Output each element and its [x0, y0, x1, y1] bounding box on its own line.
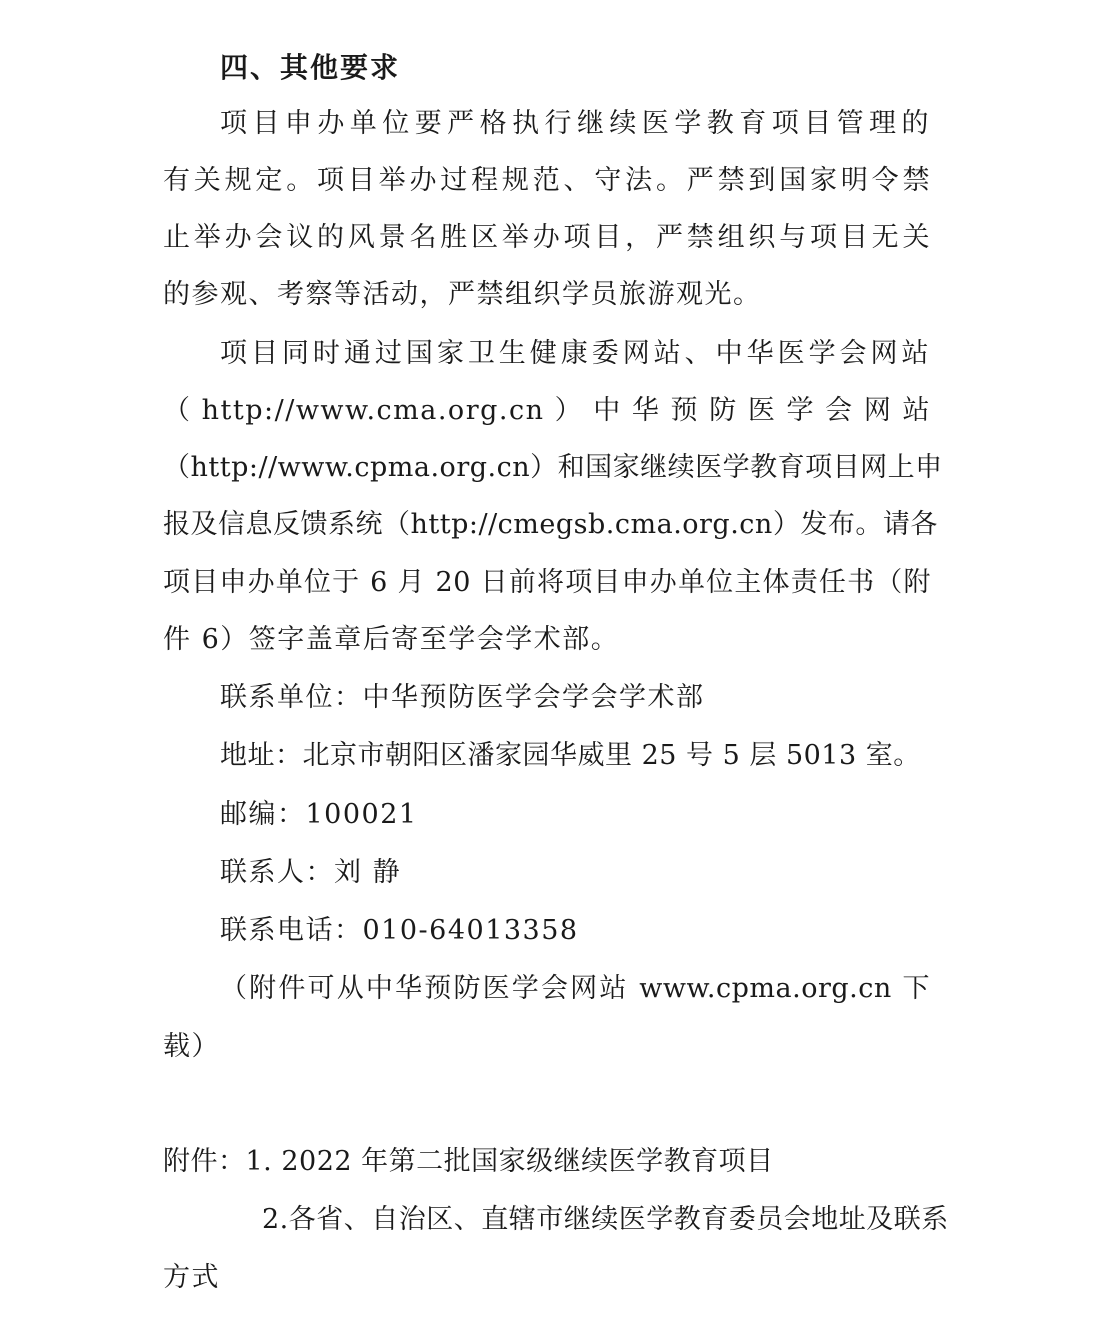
paragraph-2-line-1: 项目同时通过国家卫生健康委网站、中华医学会网站: [220, 338, 930, 369]
paragraph-1-line-3: 止举办会议的风景名胜区举办项目，严禁组织与项目无关: [163, 222, 931, 253]
download-note-line-2: 载）: [163, 1031, 220, 1062]
download-note-line-1: （附件可从中华预防医学会网站 www.cpma.org.cn 下: [220, 973, 930, 1004]
contact-person: 联系人：刘 静: [220, 857, 402, 888]
section-heading: 四、其他要求: [220, 51, 401, 84]
paragraph-1-line-4: 的参观、考察等活动，严禁组织学员旅游观光。: [163, 279, 762, 310]
attachment-item-2-line-1: 2.各省、自治区、直辖市继续医学教育委员会地址及联系: [262, 1204, 949, 1235]
paragraph-2-line-5: 项目申办单位于 6 月 20 日前将项目申办单位主体责任书（附: [163, 567, 931, 598]
contact-postcode: 邮编：100021: [220, 799, 418, 830]
attachment-item-2-line-2: 方式: [163, 1262, 220, 1293]
contact-address: 地址：北京市朝阳区潘家园华威里 25 号 5 层 5013 室。: [220, 740, 921, 771]
paragraph-1-line-1: 项目申办单位要严格执行继续医学教育项目管理的: [220, 108, 930, 139]
paragraph-2-line-4: 报及信息反馈系统（http://cmegsb.cma.org.cn）发布。请各: [163, 509, 938, 540]
contact-unit: 联系单位：中华预防医学会学会学术部: [220, 682, 705, 713]
contact-phone: 联系电话：010-64013358: [220, 915, 579, 946]
attachment-item-1: 附件：1. 2022 年第二批国家级继续医学教育项目: [163, 1146, 774, 1177]
paragraph-2-line-2: （ http://www.cma.org.cn ） 中 华 预 防 医 学 会 网 站: [163, 395, 931, 426]
paragraph-2-line-3: （http://www.cpma.org.cn）和国家继续医学教育项目网上申: [163, 452, 943, 483]
paragraph-1-line-2: 有关规定。项目举办过程规范、守法。严禁到国家明令禁: [163, 165, 931, 196]
paragraph-2-line-6: 件 6）签字盖章后寄至学会学术部。: [163, 624, 620, 655]
